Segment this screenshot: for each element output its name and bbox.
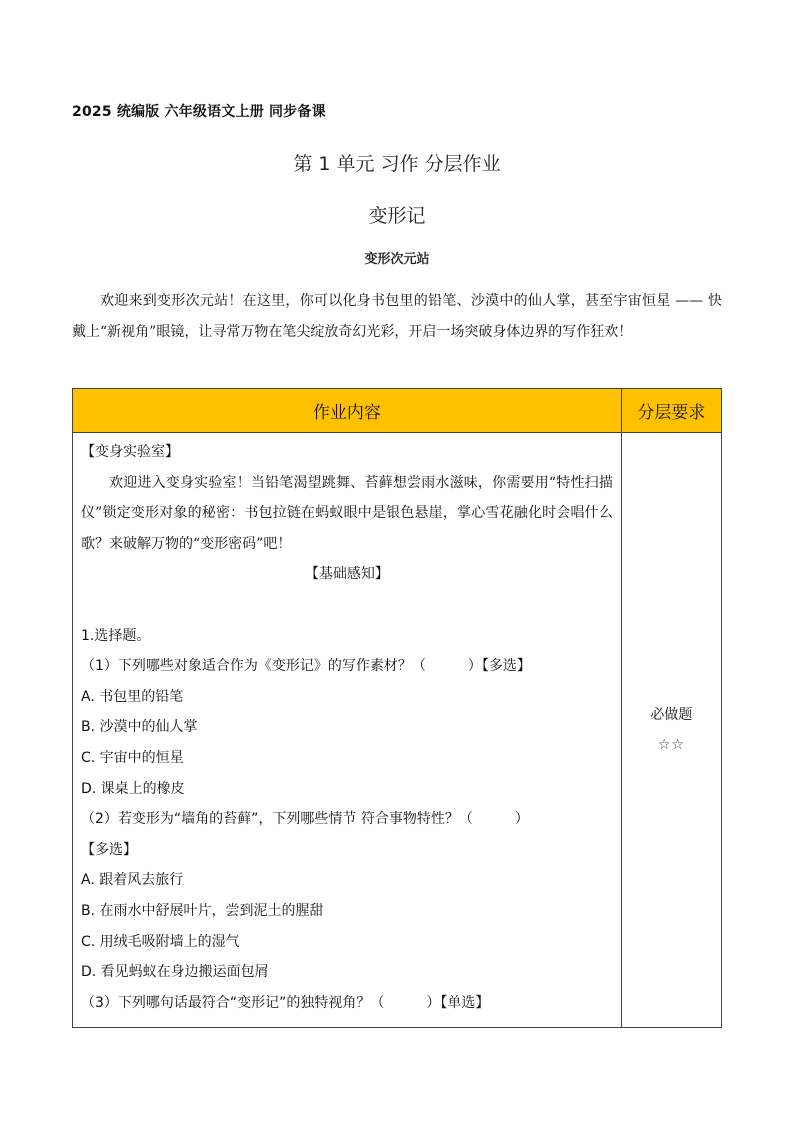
requirement-cell	[621, 433, 721, 1028]
question-2-stem-tail: 【多选】	[81, 841, 137, 858]
question-2-option-a: A. 跟着风去旅行	[81, 872, 184, 889]
question-1-option-a: A. 书包里的铅笔	[81, 688, 184, 705]
question-2-option-d: D. 看见蚂蚁在身边搬运面包屑	[81, 964, 269, 981]
requirement-label: 必做题	[650, 707, 693, 723]
basic-section-title: 【基础感知】	[304, 566, 389, 583]
lab-intro: 欢迎进入变身实验室！当铅笔渴望跳舞、苔藓想尝雨水滋味，你需要用“特性扫描仪”锁定变形对象的秘密：书包拉链在蚂蚁眼中是银色悬崖，掌心雪花融化时会唱什么歌？来破解万物的“变形密码”吧！	[81, 474, 613, 552]
question-heading: 1.选择题。	[81, 627, 151, 644]
question-3-stem: （3）下列哪句话最符合“变形记”的独特视角？（ ）【单选】	[81, 994, 490, 1011]
page-title: 第 1 单元 习作 分层作业	[293, 153, 501, 175]
question-1-stem: （1）下列哪些对象适合作为《变形记》的写作素材？（ ）【多选】	[81, 658, 531, 675]
question-2-option-b: B. 在雨水中舒展叶片，尝到泥土的腥甜	[81, 902, 324, 919]
question-1-option-d: D. 课桌上的橡皮	[81, 780, 185, 797]
table-header-row	[73, 389, 722, 433]
table-row	[73, 433, 722, 1028]
column-header-content: 作业内容	[73, 389, 622, 433]
spacer	[81, 590, 613, 621]
lab-title: 【变身实验室】	[81, 444, 179, 460]
column-header-requirement: 分层要求	[621, 389, 721, 433]
question-2-option-c: C. 用绒毛吸附墙上的湿气	[81, 933, 240, 950]
intro-paragraph: 欢迎来到变形次元站！在这里，你可以化身书包里的铅笔、沙漠中的仙人掌，甚至宇宙恒星 —— 快戴上“新视角”眼镜，让寻常万物在笔尖绽放奇幻光彩，开启一场突破身体边界的写作狂欢！	[72, 293, 722, 340]
question-2-stem: （2）若变形为“墙角的苔藓”，下列哪些情节 符合事物特性？（ ）	[81, 811, 529, 828]
homework-table	[72, 388, 722, 1028]
question-1-option-c: C. 宇宙中的恒星	[81, 749, 184, 766]
question-1-option-b: B. 沙漠中的仙人掌	[81, 719, 198, 736]
difficulty-stars: ☆☆	[657, 737, 685, 753]
page-subtitle: 变形记	[368, 205, 426, 227]
section-title: 变形次元站	[364, 252, 430, 267]
content-cell	[73, 433, 622, 1028]
document-header: 2025 统编版 六年级语文上册 同步备课	[72, 104, 326, 120]
